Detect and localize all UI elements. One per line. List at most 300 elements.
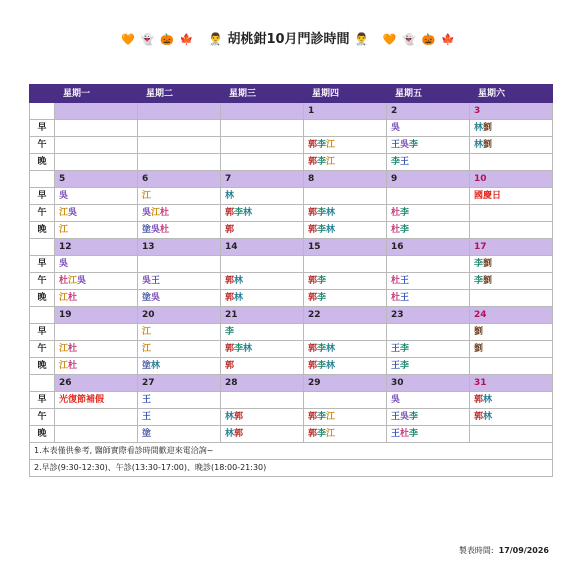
doctor-name: 李: [317, 293, 327, 303]
session-cell: [221, 256, 304, 273]
doctor-name: 劉: [483, 123, 493, 133]
weekday-header: 星期二: [138, 85, 221, 103]
session-label: 晚: [30, 426, 55, 443]
doctor-name: 林: [326, 361, 336, 371]
doctor-name: 郭: [474, 412, 484, 422]
session-cell: [55, 222, 138, 239]
doctor-name: 林: [225, 429, 235, 439]
doctor-list: [59, 259, 68, 269]
session-cell: [304, 188, 387, 205]
doctor-name: 吳: [59, 259, 69, 269]
session-label: 晚: [30, 154, 55, 171]
doctor-name: 林: [474, 140, 484, 150]
doctor-name: 李: [317, 412, 327, 422]
doctor-name: 林: [234, 276, 244, 286]
session-cell: [55, 205, 138, 222]
session-cell: [55, 409, 138, 426]
doctor-name: 林: [243, 344, 253, 354]
session-row: [30, 120, 553, 137]
session-cell: [470, 426, 553, 443]
session-cell: [304, 358, 387, 375]
doctor-name: 吳: [400, 412, 410, 422]
doctor-name: 郭: [234, 429, 244, 439]
session-cell: [55, 392, 138, 409]
session-cell: [138, 120, 221, 137]
session-row: [30, 154, 553, 171]
session-cell: [470, 222, 553, 239]
doctor-name: 王: [400, 157, 410, 167]
doctor-list: [142, 208, 169, 218]
doctor-name: 吳: [391, 395, 401, 405]
doctor-name: 李: [317, 361, 327, 371]
date-cell: 29: [304, 375, 387, 392]
date-cell: 26: [55, 375, 138, 392]
doctor-name: 杜: [68, 361, 78, 371]
weekday-header: 星期四: [304, 85, 387, 103]
doctor-name: 郭: [234, 412, 244, 422]
doctor-list: [391, 225, 409, 235]
session-cell: [470, 324, 553, 341]
session-cell: [470, 273, 553, 290]
doctor-name: 江: [326, 429, 336, 439]
date-cell: 3: [470, 103, 553, 120]
date-row-spacer: [30, 171, 55, 188]
doctor-list: [474, 259, 492, 269]
doctor-list: [391, 361, 409, 371]
session-cell: [138, 154, 221, 171]
doctor-list: [474, 123, 492, 133]
doctor-name: 林: [483, 412, 493, 422]
date-cell: 24: [470, 307, 553, 324]
doctor-name: 王: [391, 361, 401, 371]
date-cell: 23: [387, 307, 470, 324]
date-cell: 10: [470, 171, 553, 188]
doctor-name: 王: [400, 276, 410, 286]
doctor-name: 杜: [391, 208, 401, 218]
doctor-name: 吳: [151, 225, 161, 235]
session-cell: [304, 137, 387, 154]
halloween-decoration-icons: 🧡 👻 🎃 🍁: [382, 33, 456, 46]
doctor-name: 李: [391, 157, 401, 167]
doctor-list: [391, 157, 409, 167]
doctor-name: 江: [326, 140, 336, 150]
doctor-name: 杜: [391, 276, 401, 286]
session-cell: [387, 205, 470, 222]
header-corner: [30, 85, 55, 103]
note-row: [30, 443, 553, 460]
session-cell: [304, 120, 387, 137]
holiday-note: 國慶日: [474, 191, 502, 201]
date-cell: 20: [138, 307, 221, 324]
doctor-name: 王: [400, 293, 410, 303]
doctor-list: [225, 191, 234, 201]
doctor-name: 郭: [308, 344, 318, 354]
session-cell: [138, 324, 221, 341]
session-cell: [387, 341, 470, 358]
session-label: 午: [30, 409, 55, 426]
session-cell: [470, 188, 553, 205]
doctor-name: 吳: [151, 293, 161, 303]
date-cell: 17: [470, 239, 553, 256]
doctor-list: [474, 412, 492, 422]
session-row: [30, 409, 553, 426]
date-cell: [221, 103, 304, 120]
doctor-name: 李: [317, 344, 327, 354]
doctor-list: [308, 140, 335, 150]
doctor-name: 郭: [474, 395, 484, 405]
session-cell: [387, 409, 470, 426]
session-cell: [470, 154, 553, 171]
session-cell: [138, 341, 221, 358]
session-row: [30, 188, 553, 205]
made-time-date: 17/09/2026: [498, 546, 549, 555]
session-cell: [138, 358, 221, 375]
session-cell: [387, 426, 470, 443]
doctor-list: [59, 208, 77, 218]
doctor-name: 林: [326, 225, 336, 235]
doctor-name: 林: [234, 293, 244, 303]
weekday-header: 星期三: [221, 85, 304, 103]
doctor-name: 江: [326, 157, 336, 167]
doctor-list: [308, 225, 335, 235]
session-cell: [304, 154, 387, 171]
doctor-name: 郭: [225, 208, 235, 218]
doctor-name: 林: [225, 191, 235, 201]
doctor-name: 江: [59, 293, 69, 303]
doctor-name: 李: [317, 157, 327, 167]
date-cell: [55, 103, 138, 120]
doctor-name: 郭: [225, 361, 235, 371]
session-cell: [55, 426, 138, 443]
doctor-list: [308, 276, 326, 286]
doctor-name: 杜: [391, 293, 401, 303]
doctor-name: 郭: [308, 225, 318, 235]
session-cell: [470, 290, 553, 307]
session-row: [30, 222, 553, 239]
weekday-header: 星期六: [470, 85, 553, 103]
doctor-list: [225, 293, 243, 303]
doctor-name: 江: [142, 327, 152, 337]
doctor-name: 江: [68, 276, 78, 286]
doctor-name: 林: [151, 361, 161, 371]
session-cell: [221, 120, 304, 137]
date-cell: 7: [221, 171, 304, 188]
doctor-list: [391, 123, 400, 133]
session-cell: [221, 273, 304, 290]
session-row: [30, 426, 553, 443]
doctor-name: 王: [142, 395, 152, 405]
doctor-list: [59, 361, 77, 371]
doctor-name: 李: [317, 429, 327, 439]
doctor-list: [225, 412, 243, 422]
session-label: 晚: [30, 358, 55, 375]
date-cell: 1: [304, 103, 387, 120]
weekday-header: 星期五: [387, 85, 470, 103]
session-cell: [55, 324, 138, 341]
doctor-list: [59, 225, 68, 235]
session-cell: [304, 426, 387, 443]
session-cell: [387, 188, 470, 205]
doctor-name: 郭: [308, 140, 318, 150]
doctor-name: 劉: [483, 276, 493, 286]
doctor-name: 郭: [225, 276, 235, 286]
session-cell: [304, 290, 387, 307]
date-cell: 21: [221, 307, 304, 324]
session-cell: [221, 137, 304, 154]
session-cell: [221, 188, 304, 205]
doctor-name: 江: [142, 191, 152, 201]
date-cell: 6: [138, 171, 221, 188]
session-label: 早: [30, 120, 55, 137]
doctor-name: 李: [400, 225, 410, 235]
session-cell: [470, 392, 553, 409]
doctor-name: 郭: [308, 293, 318, 303]
session-cell: [470, 256, 553, 273]
doctor-name: 杜: [59, 276, 69, 286]
doctor-list: [474, 327, 483, 337]
session-cell: [221, 409, 304, 426]
doctor-name: 江: [151, 208, 161, 218]
doctor-list: [142, 191, 151, 201]
doctor-list: [142, 276, 160, 286]
date-row-spacer: [30, 103, 55, 120]
doctor-name: 江: [59, 208, 69, 218]
session-label: 晚: [30, 222, 55, 239]
doctor-name: 郭: [308, 412, 318, 422]
session-cell: [387, 120, 470, 137]
page-title: [0, 28, 577, 47]
doctor-list: [474, 140, 492, 150]
doctor-list: [391, 208, 409, 218]
session-cell: [221, 341, 304, 358]
session-cell: [470, 205, 553, 222]
session-cell: [55, 154, 138, 171]
session-cell: [55, 273, 138, 290]
date-cell: 5: [55, 171, 138, 188]
session-cell: [470, 341, 553, 358]
session-label: 午: [30, 273, 55, 290]
date-cell: 14: [221, 239, 304, 256]
session-cell: [138, 392, 221, 409]
doctor-name: 劉: [474, 327, 484, 337]
doctor-name: 林: [474, 123, 484, 133]
doctor-list: [225, 429, 243, 439]
doctor-name: 江: [59, 225, 69, 235]
session-row: [30, 205, 553, 222]
date-row: [30, 307, 553, 324]
doctor-list: [59, 276, 86, 286]
doctor-list: [225, 344, 252, 354]
doctor-list: [391, 395, 400, 405]
session-row: [30, 392, 553, 409]
session-cell: [138, 205, 221, 222]
doctor-name: 郭: [308, 361, 318, 371]
session-cell: [55, 358, 138, 375]
doctor-list: [308, 208, 335, 218]
session-cell: [304, 273, 387, 290]
doctor-name: 杜: [160, 225, 170, 235]
doctor-list: [225, 276, 243, 286]
session-label: 早: [30, 392, 55, 409]
session-cell: [138, 188, 221, 205]
doctor-name: 杜: [391, 225, 401, 235]
doctor-name: 王: [391, 429, 401, 439]
doctor-name: 塗: [142, 361, 152, 371]
doctor-list: [474, 395, 492, 405]
doctor-name: 李: [317, 140, 327, 150]
session-cell: [221, 290, 304, 307]
date-row: [30, 103, 553, 120]
session-row: [30, 273, 553, 290]
date-row: [30, 171, 553, 188]
date-cell: 9: [387, 171, 470, 188]
date-cell: 12: [55, 239, 138, 256]
session-cell: [387, 392, 470, 409]
doctor-list: [308, 344, 335, 354]
doctor-list: [142, 225, 169, 235]
doctor-name: 劉: [483, 259, 493, 269]
doctor-list: [142, 395, 151, 405]
doctor-list: [225, 225, 234, 235]
doctor-name: 王: [142, 412, 152, 422]
session-label: 午: [30, 137, 55, 154]
session-cell: [138, 222, 221, 239]
session-label: 午: [30, 341, 55, 358]
doctor-name: 江: [326, 412, 336, 422]
doctor-list: [59, 191, 68, 201]
session-cell: [138, 137, 221, 154]
doctor-list: [142, 412, 151, 422]
doctor-name: 劉: [483, 140, 493, 150]
doctor-name: 李: [234, 344, 244, 354]
date-cell: 30: [387, 375, 470, 392]
doctor-name: 郭: [308, 429, 318, 439]
doctor-name: 林: [225, 412, 235, 422]
doctor-list: [308, 429, 335, 439]
holiday-note: 光復節補假: [59, 395, 105, 405]
session-label: 早: [30, 324, 55, 341]
date-cell: 27: [138, 375, 221, 392]
session-cell: [387, 273, 470, 290]
doctor-list: [142, 361, 160, 371]
session-cell: [221, 205, 304, 222]
date-cell: 28: [221, 375, 304, 392]
doctor-list: [391, 412, 418, 422]
doctor-name: 吳: [77, 276, 87, 286]
session-label: 早: [30, 256, 55, 273]
date-row-spacer: [30, 307, 55, 324]
doctor-list: [142, 327, 151, 337]
doctor-name: 林: [243, 208, 253, 218]
date-row-spacer: [30, 375, 55, 392]
session-cell: [470, 358, 553, 375]
header-row: [30, 85, 553, 103]
date-cell: 19: [55, 307, 138, 324]
doctor-list: [308, 361, 335, 371]
note-text: 2.早診(9:30-12:30)、午診(13:30-17:00)、晚診(18:00-21:30): [30, 460, 553, 477]
doctor-name: 江: [59, 344, 69, 354]
date-cell: 31: [470, 375, 553, 392]
doctor-name: 郭: [225, 225, 235, 235]
session-row: [30, 256, 553, 273]
session-cell: [304, 205, 387, 222]
date-cell: 13: [138, 239, 221, 256]
session-cell: [221, 392, 304, 409]
session-cell: [387, 154, 470, 171]
doctor-name: 李: [317, 208, 327, 218]
session-row: [30, 290, 553, 307]
session-cell: [221, 324, 304, 341]
session-cell: [470, 409, 553, 426]
doctor-name: 王: [151, 276, 161, 286]
session-cell: [221, 154, 304, 171]
session-cell: [387, 256, 470, 273]
doctor-list: [142, 429, 151, 439]
doctor-name: 杜: [400, 429, 410, 439]
session-cell: [387, 324, 470, 341]
doctor-name: 李: [409, 429, 419, 439]
session-cell: [138, 273, 221, 290]
doctor-name: 李: [400, 361, 410, 371]
session-cell: [304, 341, 387, 358]
doctor-name: 李: [225, 327, 235, 337]
doctor-name: 杜: [68, 293, 78, 303]
doctor-list: [391, 276, 409, 286]
weekday-header: 星期一: [55, 85, 138, 103]
date-cell: 2: [387, 103, 470, 120]
session-label: 午: [30, 205, 55, 222]
session-row: [30, 358, 553, 375]
doctor-name: 林: [326, 344, 336, 354]
session-row: [30, 341, 553, 358]
date-cell: 15: [304, 239, 387, 256]
doctor-name: 郭: [225, 344, 235, 354]
doctor-face-icon: 👨‍⚕️: [354, 32, 370, 46]
doctor-name: 江: [142, 344, 152, 354]
halloween-decoration-icons: 🧡 👻 🎃 🍁: [121, 33, 195, 46]
date-cell: 8: [304, 171, 387, 188]
date-cell: 16: [387, 239, 470, 256]
session-cell: [470, 120, 553, 137]
doctor-name: 郭: [225, 293, 235, 303]
doctor-list: [59, 293, 77, 303]
doctor-list: [308, 157, 335, 167]
session-label: 早: [30, 188, 55, 205]
title-text: 胡桃鉗10月門診時間: [227, 32, 350, 47]
session-row: [30, 324, 553, 341]
doctor-list: [59, 344, 77, 354]
session-cell: [55, 120, 138, 137]
session-cell: [138, 409, 221, 426]
session-label: 晚: [30, 290, 55, 307]
doctor-name: 李: [234, 208, 244, 218]
doctor-list: [474, 276, 492, 286]
doctor-name: 吳: [391, 123, 401, 133]
session-cell: [55, 290, 138, 307]
doctor-name: 吳: [142, 276, 152, 286]
doctor-name: 李: [474, 259, 484, 269]
session-cell: [138, 426, 221, 443]
doctor-name: 李: [409, 140, 419, 150]
doctor-list: [391, 344, 409, 354]
session-row: [30, 137, 553, 154]
doctor-list: [474, 344, 483, 354]
doctor-name: 塗: [142, 429, 152, 439]
doctor-list: [308, 412, 335, 422]
doctor-name: 王: [391, 140, 401, 150]
doctor-name: 郭: [308, 157, 318, 167]
doctor-name: 吳: [59, 191, 69, 201]
